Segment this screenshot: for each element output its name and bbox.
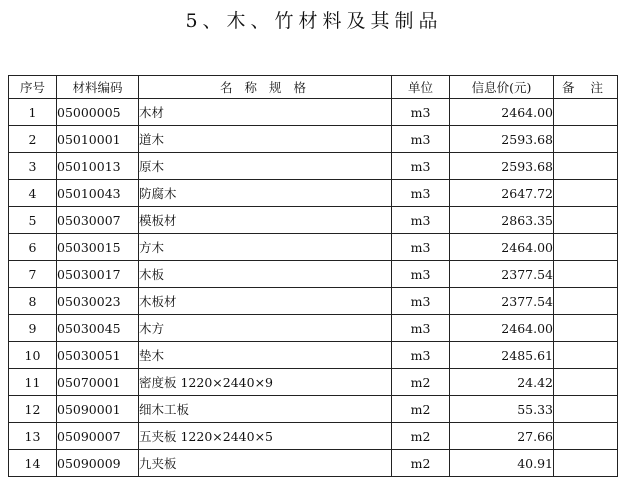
cell-name: 道木 — [139, 126, 392, 153]
table-row — [9, 369, 618, 396]
cell-unit: m3 — [392, 342, 450, 369]
table-row — [9, 126, 618, 153]
cell-name: 密度板 1220×2440×9 — [139, 369, 392, 396]
cell-unit: m2 — [392, 450, 450, 477]
cell-name: 模板材 — [139, 207, 392, 234]
table-row — [9, 234, 618, 261]
cell-code: 05030023 — [57, 288, 139, 315]
cell-code: 05030051 — [57, 342, 139, 369]
cell-unit: m2 — [392, 396, 450, 423]
cell-name: 九夹板 — [139, 450, 392, 477]
cell-index: 3 — [9, 153, 57, 180]
cell-index: 4 — [9, 180, 57, 207]
cell-price: 2485.61 — [450, 342, 554, 369]
header-price: 信息价(元) — [450, 76, 554, 99]
cell-code: 05030045 — [57, 315, 139, 342]
table-row — [9, 315, 618, 342]
cell-index: 11 — [9, 369, 57, 396]
cell-code: 05030015 — [57, 234, 139, 261]
cell-index: 8 — [9, 288, 57, 315]
cell-index: 1 — [9, 99, 57, 126]
cell-note — [554, 207, 618, 234]
cell-code: 05090007 — [57, 423, 139, 450]
cell-index: 6 — [9, 234, 57, 261]
table-row — [9, 153, 618, 180]
table-row — [9, 288, 618, 315]
cell-note — [554, 342, 618, 369]
table-body — [9, 99, 618, 477]
material-price-table — [8, 75, 618, 477]
cell-note — [554, 396, 618, 423]
cell-name: 木方 — [139, 315, 392, 342]
cell-note — [554, 153, 618, 180]
cell-index: 7 — [9, 261, 57, 288]
cell-unit: m3 — [392, 261, 450, 288]
table-row — [9, 450, 618, 477]
cell-unit: m3 — [392, 207, 450, 234]
cell-price: 55.33 — [450, 396, 554, 423]
cell-price: 27.66 — [450, 423, 554, 450]
cell-index: 2 — [9, 126, 57, 153]
page-title: 5、木、竹材料及其制品 — [185, 10, 443, 32]
cell-unit: m3 — [392, 153, 450, 180]
cell-name: 垫木 — [139, 342, 392, 369]
table-row — [9, 99, 618, 126]
cell-code: 05010013 — [57, 153, 139, 180]
cell-code: 05000005 — [57, 99, 139, 126]
cell-note — [554, 261, 618, 288]
cell-unit: m3 — [392, 234, 450, 261]
table-row — [9, 423, 618, 450]
cell-unit: m3 — [392, 99, 450, 126]
cell-name: 五夹板 1220×2440×5 — [139, 423, 392, 450]
cell-note — [554, 99, 618, 126]
cell-code: 05070001 — [57, 369, 139, 396]
cell-price: 2464.00 — [450, 315, 554, 342]
cell-price: 2863.35 — [450, 207, 554, 234]
table-row — [9, 342, 618, 369]
cell-price: 2593.68 — [450, 153, 554, 180]
header-name: 名 称 规 格 — [139, 76, 392, 99]
table-row — [9, 396, 618, 423]
cell-price: 40.91 — [450, 450, 554, 477]
cell-price: 2593.68 — [450, 126, 554, 153]
cell-index: 12 — [9, 396, 57, 423]
cell-price: 2647.72 — [450, 180, 554, 207]
cell-name: 防腐木 — [139, 180, 392, 207]
cell-name: 原木 — [139, 153, 392, 180]
header-index: 序号 — [9, 76, 57, 99]
cell-name: 方木 — [139, 234, 392, 261]
cell-name: 木材 — [139, 99, 392, 126]
cell-note — [554, 450, 618, 477]
table-row — [9, 207, 618, 234]
cell-index: 9 — [9, 315, 57, 342]
cell-unit: m2 — [392, 423, 450, 450]
cell-code: 05010043 — [57, 180, 139, 207]
cell-note — [554, 234, 618, 261]
table-row — [9, 180, 618, 207]
cell-price: 2464.00 — [450, 234, 554, 261]
header-code: 材料编码 — [57, 76, 139, 99]
cell-unit: m3 — [392, 315, 450, 342]
cell-unit: m3 — [392, 126, 450, 153]
cell-note — [554, 315, 618, 342]
cell-code: 05090001 — [57, 396, 139, 423]
cell-price: 24.42 — [450, 369, 554, 396]
cell-index: 10 — [9, 342, 57, 369]
cell-index: 5 — [9, 207, 57, 234]
cell-price: 2464.00 — [450, 99, 554, 126]
cell-index: 14 — [9, 450, 57, 477]
cell-index: 13 — [9, 423, 57, 450]
cell-price: 2377.54 — [450, 288, 554, 315]
cell-unit: m2 — [392, 369, 450, 396]
cell-code: 05010001 — [57, 126, 139, 153]
header-note: 备 注 — [554, 76, 618, 99]
cell-name: 木板 — [139, 261, 392, 288]
cell-name: 木板材 — [139, 288, 392, 315]
cell-note — [554, 369, 618, 396]
table-header-row — [9, 76, 618, 99]
cell-price: 2377.54 — [450, 261, 554, 288]
cell-note — [554, 288, 618, 315]
cell-unit: m3 — [392, 180, 450, 207]
cell-code: 05030017 — [57, 261, 139, 288]
cell-code: 05090009 — [57, 450, 139, 477]
cell-name: 细木工板 — [139, 396, 392, 423]
table-row — [9, 261, 618, 288]
cell-code: 05030007 — [57, 207, 139, 234]
header-unit: 单位 — [392, 76, 450, 99]
cell-note — [554, 180, 618, 207]
cell-note — [554, 423, 618, 450]
cell-note — [554, 126, 618, 153]
cell-unit: m3 — [392, 288, 450, 315]
